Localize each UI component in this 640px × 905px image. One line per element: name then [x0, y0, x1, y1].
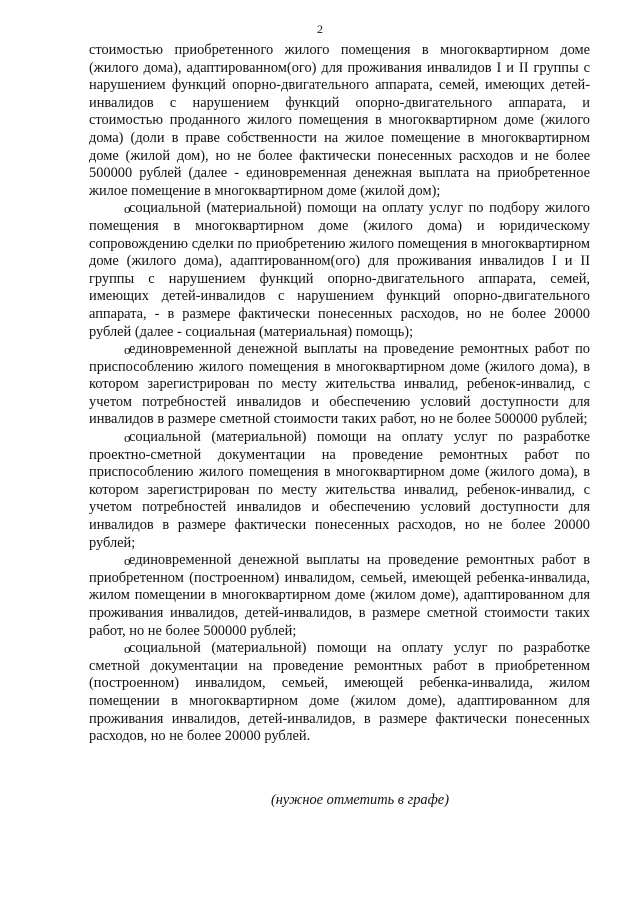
footer-note: (нужное отметить в графе) [270, 792, 449, 808]
list-item [89, 552, 590, 640]
bullet-marker: o [124, 553, 131, 569]
bullet-marker: o [124, 430, 131, 446]
bullet-marker: o [124, 641, 131, 657]
list-item-text: единовременной денежной выплаты на проведение ремонтных работ по приспособлению жилого помещения в многоквартирном доме (жилого дома), в котором зарегистрирован по месту жительства инвалид, ребенок-инвалид, с учетом потребностей инвалидов и обеспечению условий доступности для инвалидов в размере сметной стоимости таких работ, но не более 500000 рублей; [89, 341, 590, 428]
list-item-text: социальной (материальной) помощи на оплату услуг по разработке сметной документации на проведение ремонтных работ в приобретенном (построенном) инвалидом, семьей, имеющей ребенка-инвалида, жилом помещении в многоквартирном доме (жилом доме), адаптированном для проживания инвалидов, детей-инвалидов, в размере фактически понесенных расходов, но не более 20000 рублей. [89, 640, 590, 745]
paragraph-intro: стоимостью приобретенного жилого помещения в многоквартирном доме (жилого дома), адаптированном(ого) для проживания инвалидов I и II группы с нарушением функций опорно-двигательного аппарата, семей, имеющих детей-инвалидов с нарушением функций опорно-двигательного аппарата, и стоимостью проданного жилого помещения в многоквартирном доме (жилого дома) (доли в праве собственности на жилое помещение в многоквартирном доме (жилой дом), но не более фактически понесенных расходов и не более 500000 рублей (далее - единовременная денежная выплата на приобретенное жилое помещение в многоквартирном доме (жилой дом); [89, 42, 590, 199]
list-item-text: социальной (материальной) помощи на оплату услуг по подбору жилого помещения в многоквартирном доме (жилого дома) и юридическому сопровождению сделки по приобретению жилого помещения в многоквартирном доме (жилого дома), адаптированном(ого) для проживания инвалидов I и II группы с нарушением функций опорно-двигательного аппарата, семей, имеющих детей-инвалидов с нарушением функций опорно-двигательного аппарата, - в размере фактически понесенных расходов, но не более 20000 рублей (далее - социальная (материальная) помощь); [89, 200, 590, 340]
list-item [89, 341, 590, 429]
bullet-marker: o [124, 201, 131, 217]
list-item-text: единовременной денежной выплаты на проведение ремонтных работ в приобретенном (построенном) инвалидом, семьей, имеющей ребенка-инвалида, жилом помещении в многоквартирном доме (жилом доме), адаптированном для проживания инвалидов, детей-инвалидов, в размере сметной стоимости таких работ, но не более 500000 рублей; [89, 552, 590, 639]
list-item-text: социальной (материальной) помощи на оплату услуг по разработке проектно-сметной документации на проведение ремонтных работ по приспособлению жилого помещения в многоквартирном доме (жилого дома), в котором зарегистрирован по месту жительства инвалид, ребенок-инвалид, с учетом потребностей инвалидов и обеспечению условий доступности для инвалидов в размере фактически понесенных расходов, но не более 20000 рублей; [89, 429, 590, 551]
list-item [89, 429, 590, 552]
list-item [89, 200, 590, 341]
list-item [89, 640, 590, 746]
document-body [89, 42, 590, 746]
bullet-marker: o [124, 342, 131, 358]
page-number: 2 [317, 22, 323, 36]
